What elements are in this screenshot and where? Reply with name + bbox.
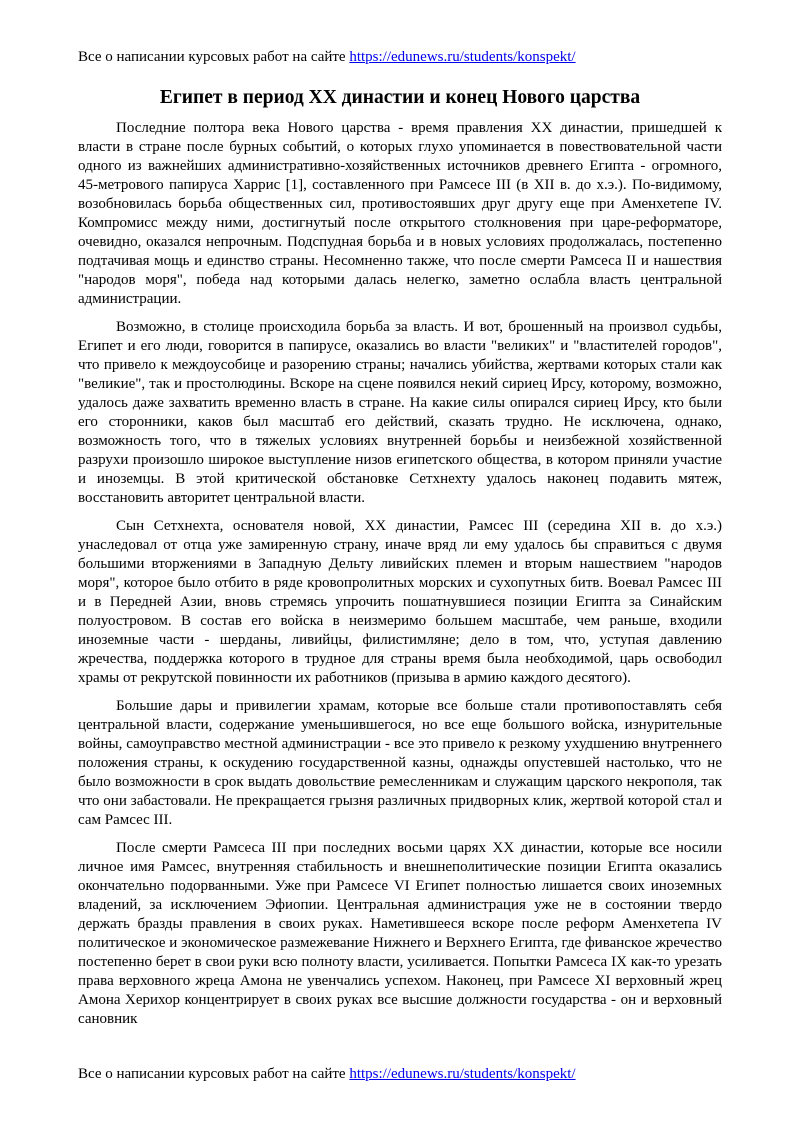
paragraph-4: Большие дары и привилегии храмам, которые все больше стали противопоставлять себя центральной власти, содержание уменьшившегося, но все еще большого войска, изнурительные войны, самоуправство местной администрации - все это привело к резкому ухудшению внутреннего положения страны, к оскудению государственной казны, однажды опустевшей настолько, что не было возможности в срок выдать довольствие ремесленникам и служащим царского некрополя, так что они забастовали. Не прекращается грызня различных придворных клик, жертвой которой стал и сам Рамсес III. [78,698,722,828]
paragraph-1: Последние полтора века Нового царства - время правления XX династии, пришедшей к власти в стране после бурных событий, о которых глухо упоминается в повествовательной части одного из важнейших административно-хозяйственных источников древнего Египта - огромного, 45-метрового папируса Харрис [1], составленного при Рамсесе III (в XII в. до х.э.). По-видимому, возобновилась борьба общественных сил, противостоявших друг другу еще при Аменхетепе IV. Компромисс между ними, достигнутый после открытого столкновения при царе-реформаторе, очевидно, оказался непрочным. Подспудная борьба и в новых условиях продолжалась, постепенно подтачивая мощь и единство страны. Несомненно также, что после смерти Рамсеса II и нашествия "народов моря", победа над которыми далась нелегко, заметно ослабла власть центральной администрации. [78,120,722,307]
paragraph-2: Возможно, в столице происходила борьба за власть. И вот, брошенный на произвол судьбы, Египет и его люди, говорится в папирусе, оказались во власти "великих" и "властителей городов", что привело к междоусобице и разорению страны; начались убийства, жертвами которых стали как "великие", так и простолюдины. Вскоре на сцене появился некий сириец Ирсу, которому, возможно, удалось даже захватить временно власть в стране. На какие силы опирался сириец Ирсу, кто были его сторонники, каков был масштаб его действий, сказать трудно. Не исключена, однако, возможность того, что в тяжелых условиях внутренней борьбы и неизбежной хозяйственной разрухи произошло широкое выступление низов египетского общества, в котором приняли участие и иноземцы. В этой критической обстановке Сетхнехту удалось наконец подавить мятеж, восстановить авторитет центральной власти. [78,319,722,506]
page-header [78,48,576,66]
page-footer [78,1065,576,1083]
header-text: Все о написании курсовых работ на сайте [78,49,350,65]
header-link[interactable]: https://edunews.ru/students/konspekt/ [349,49,576,65]
document-body [78,119,722,1038]
paragraph-3: Сын Сетхнехта, основателя новой, XX династии, Рамсес III (середина XII в. до х.э.) унаследовал от отца уже замиренную страну, иначе вряд ли ему удалось бы справиться с двумя большими вторжениями в Западную Дельту ливийских племен и вторым нашествием "народов моря", которое было отбито в ряде кровопролитных морских и сухопутных битв. Воевал Рамсес III и в Передней Азии, вновь стремясь упрочить пошатнувшиеся позиции Египта за Синайским полуостровом. В состав его войска в неизмеримо большем масштабе, чем раньше, входили иноземные части - шерданы, ливийцы, филистимляне; дело в том, что, уступая давлению жречества, поддержка которого в трудное для страны время была необходимой, царь освободил храмы от рекрутской повинности их работников (призыва в армию каждого десятого). [78,518,722,686]
document-title: Египет в период XX династии и конец Нового царства [159,87,641,108]
footer-text: Все о написании курсовых работ на сайте [78,1066,350,1082]
paragraph-5: После смерти Рамсеса III при последних восьми царях XX династии, которые все носили личное имя Рамсес, внутренняя стабильность и внешнеполитические позиции Египта оказались окончательно подорванными. Уже при Рамсесе VI Египет полностью лишается своих иноземных владений, за исключением Эфиопии. Центральная администрация уже не в состоянии твердо держать бразды правления в своих руках. Наметившееся вскоре после реформ Аменхетепа IV политическое и экономическое размежевание Нижнего и Верхнего Египта, где фиванское жречество постепенно берет в свои руки всю полноту власти, усиливается. Попытки Рамсеса IX как-то урезать права верховного жреца Амона не увенчались успехом. Наконец, при Рамсесе XI верховный жрец Амона Херихор концентрирует в своих руках все высшие должности государства - он и верховный сановник [78,840,722,1027]
footer-link[interactable]: https://edunews.ru/students/konspekt/ [349,1066,576,1082]
